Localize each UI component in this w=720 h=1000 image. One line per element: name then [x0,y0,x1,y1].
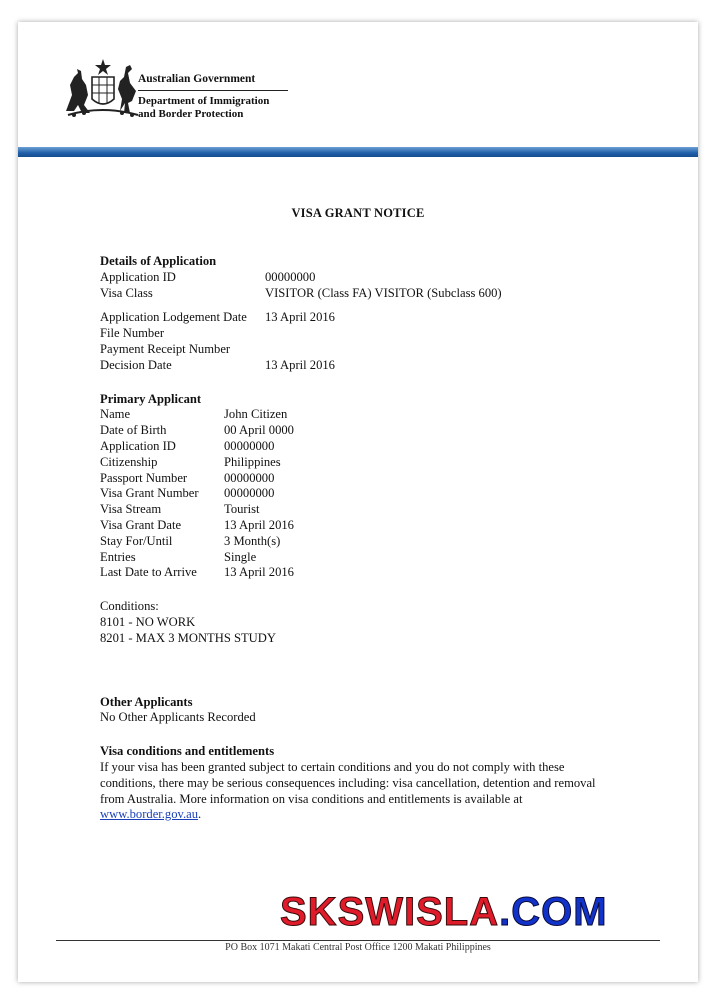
field-label: Application ID [100,438,176,453]
field-value: John Citizen [224,407,288,422]
field-value: 00000000 [224,470,275,485]
detail-row [100,358,620,374]
field-value: 13 April 2016 [265,357,335,372]
field-label: Application Lodgement Date [100,310,247,325]
field-label: Visa Class [100,285,153,300]
entitlements-heading: Visa conditions and entitlements [100,744,275,759]
detail-row [100,286,620,302]
field-label: Passport Number [100,470,188,485]
field-value: 00000000 [224,438,275,453]
detail-row [100,270,620,286]
divider [138,90,288,91]
condition-item: 8201 - MAX 3 MONTHS STUDY [100,630,276,645]
footer-rule [56,940,660,941]
applicant-row [100,471,620,487]
field-value: 13 April 2016 [224,517,294,532]
primary-heading: Primary Applicant [100,391,202,406]
field-value: Single [224,549,257,564]
field-label: Date of Birth [100,423,167,438]
entitlements-text: If your visa has been granted subject to certain conditions and you do not comply with these conditions, there may be serious consequences including: visa cancellation, detention and removal from Australia. More information on visa conditions and entitlements is available at [100,759,596,806]
field-label: Stay For/Until [100,533,173,548]
field-value: 3 Month(s) [224,533,281,548]
document-page [18,22,698,982]
applicant-row [100,407,620,423]
applicant-row [100,518,620,534]
application-heading: Details of Application [100,254,217,268]
field-value: 13 April 2016 [224,565,294,580]
watermark [280,890,608,934]
page-title: VISA GRANT NOTICE [291,206,425,220]
condition-item: 8101 - NO WORK [100,614,196,629]
applicant-row [100,502,620,518]
government-name: Australian Government [138,73,256,85]
entitlements-paragraph [100,760,620,823]
watermark-part-1: SKSWISLA [280,890,500,934]
field-label: Last Date to Arrive [100,565,197,580]
field-value: VISITOR (Class FA) VISITOR (Subclass 600) [265,285,502,300]
field-label: Citizenship [100,454,158,469]
field-label: Visa Grant Date [100,517,182,532]
department-line-1: Department of Immigration [138,95,270,107]
field-label: Payment Receipt Number [100,341,231,356]
border-website-link[interactable]: www.border.gov.au [100,807,199,822]
field-value: 00000000 [265,269,316,284]
detail-row [100,326,620,342]
field-value: 13 April 2016 [265,310,335,325]
detail-row [100,342,620,358]
field-label: File Number [100,326,165,341]
other-applicants-heading: Other Applicants [100,694,193,709]
conditions-heading: Conditions: [100,599,159,614]
period: . [198,807,202,822]
coat-of-arms-icon [62,55,142,121]
applicant-row [100,455,620,471]
field-label: Decision Date [100,357,172,372]
department-line-2: and Border Protection [138,108,244,120]
field-label: Entries [100,549,136,564]
applicant-row [100,534,620,550]
field-value: Philippines [224,454,281,469]
watermark-part-2: .COM [499,890,608,934]
detail-row [100,310,620,326]
other-applicants-text: No Other Applicants Recorded [100,710,256,725]
notice-body [100,254,620,823]
applicant-row [100,423,620,439]
field-value: Tourist [224,502,260,517]
applicant-row [100,565,620,581]
field-label: Visa Grant Number [100,486,199,501]
field-label: Application ID [100,269,176,284]
applicant-row [100,550,620,566]
organisation-block [138,72,288,121]
applicant-row [100,439,620,455]
field-value: 00 April 0000 [224,423,294,438]
header-band [18,147,698,157]
applicant-row [100,486,620,502]
field-value: 00000000 [224,486,275,501]
field-label: Visa Stream [100,502,162,517]
footer-address: PO Box 1071 Makati Central Post Office 1200 Makati Philippines [225,942,491,953]
field-label: Name [100,407,131,422]
